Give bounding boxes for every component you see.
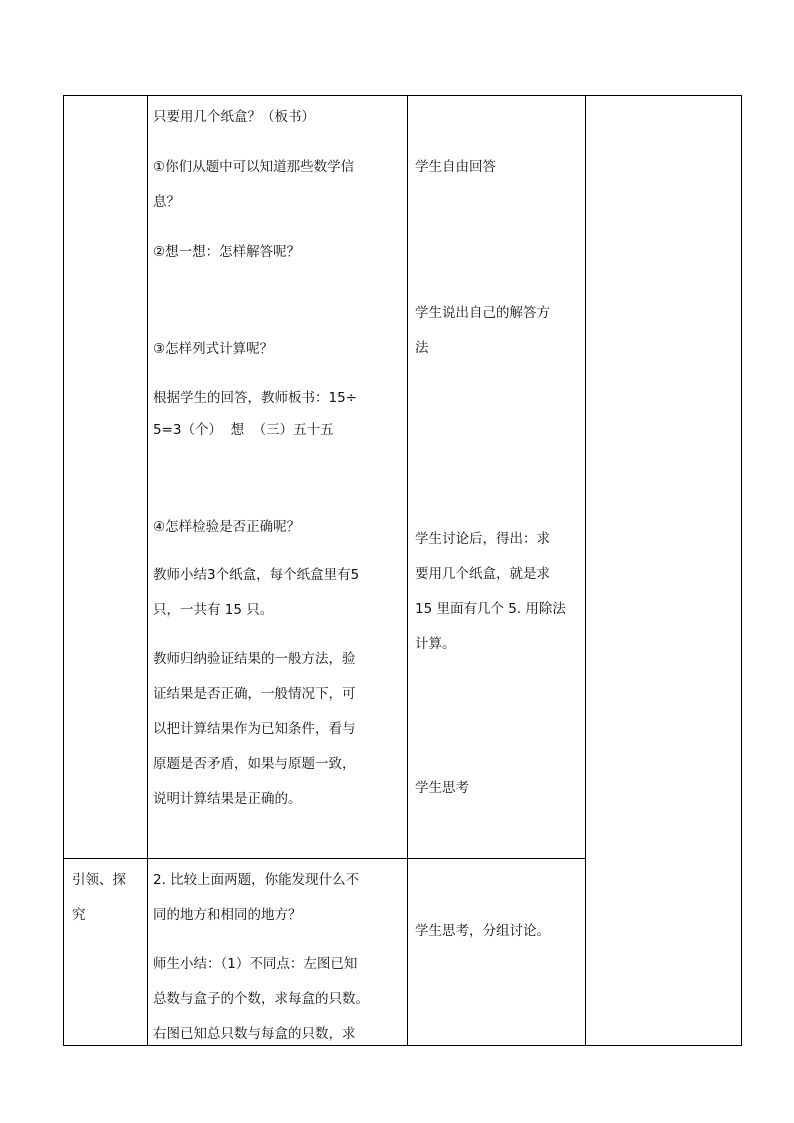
method-line-1: 教师归纳验证结果的一般方法，验	[153, 651, 356, 667]
column-divider-3	[585, 95, 586, 1046]
q2-line: ②想一想：怎样解答呢？	[153, 244, 301, 260]
student-answer-3-line-1: 学生讨论后，得出：求	[415, 531, 550, 547]
student-answer-3-line-2: 要用几个纸盒，就是求	[415, 566, 550, 582]
student-discussion: 学生思考，分组讨论。	[415, 923, 550, 939]
notes-column-cell	[587, 96, 741, 1045]
q3-line: ③怎样列式计算呢？	[153, 341, 274, 357]
student-answer-3-line-3: 15 里面有几个 5. 用除法	[415, 601, 566, 617]
student-answer-2-line-1: 学生说出自己的解答方	[415, 305, 550, 321]
stage-label-line-1: 引领、探	[72, 872, 126, 888]
summary-line-1: 教师小结3个纸盒，每个纸盒里有5	[153, 567, 360, 583]
lesson-plan-table	[63, 95, 742, 1046]
q4-line: ④怎样检验是否正确呢？	[153, 519, 301, 535]
q1-line-2: 息？	[153, 194, 180, 210]
line-box-question: 只要用几个纸盒？（板书）	[153, 109, 315, 125]
compare-line-1: 2. 比较上面两题，你能发现什么不	[153, 872, 360, 888]
method-line-5: 说明计算结果是正确的。	[153, 791, 302, 807]
student-answer-2-line-2: 法	[415, 340, 429, 356]
conclusion-line-3: 右图已知总只数与每盒的只数，求	[153, 1026, 356, 1042]
summary-line-2: 只，一共有 15 只。	[153, 602, 274, 618]
method-line-4: 原题是否矛盾，如果与原题一致，	[153, 756, 356, 772]
row-divider	[63, 858, 586, 859]
student-answer-3-line-4: 计算。	[415, 636, 456, 652]
column-divider-2	[407, 95, 408, 1046]
q1-line-1: ①你们从题中可以知道那些数学信	[153, 159, 355, 175]
student-answer-1: 学生自由回答	[415, 159, 496, 175]
compare-line-2: 同的地方和相同的地方？	[153, 907, 302, 923]
conclusion-line-1: 师生小结：（1）不同点：左图已知	[153, 956, 358, 972]
method-line-3: 以把计算结果作为已知条件，看与	[153, 721, 356, 737]
board-line-1: 根据学生的回答，教师板书：15÷	[153, 390, 357, 406]
student-answer-4: 学生思考	[415, 780, 469, 796]
stage-label-line-2: 究	[72, 907, 86, 923]
board-line-2: 5=3（个） 想 （三）五十五	[153, 422, 334, 438]
conclusion-line-2: 总数与盒子的个数，求每盒的只数。	[153, 991, 369, 1007]
method-line-2: 证结果是否正确，一般情况下，可	[153, 686, 356, 702]
column-divider-1	[147, 95, 148, 1046]
